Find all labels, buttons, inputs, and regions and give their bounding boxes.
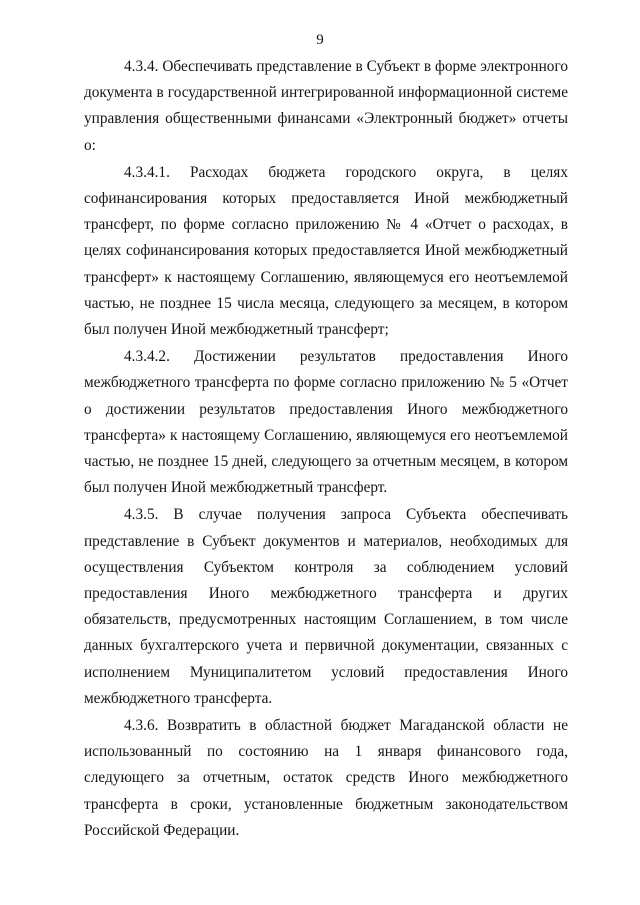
paragraph-4-3-6: 4.3.6. Возвратить в областной бюджет Магаданской области не использованный по состоянию на 1 января финансового года, следующего за отчетным, остаток средств Иного межбюджетного трансферта в сроки, установленные бюджетным законодательством Российской Федерации. [84, 717, 568, 839]
paragraph-4-3-4-2: 4.3.4.2. Достижении результатов предоставления Иного межбюджетного трансферта по форме согласно приложению № 5 «Отчет о достижении результатов предоставления Иного межбюджетного трансферта» к настоящему Соглашению, являющемуся его неотъемлемой частью, не позднее 15 дней, следующего за отчетным месяцем, в котором был получен Иной межбюджетный трансферт. [84, 348, 568, 497]
page-number: 9 [316, 32, 324, 48]
paragraph-4-3-4: 4.3.4. Обеспечивать представление в Субъект в форме электронного документа в государственной интегрированной информационной системе управления общественными финансами «Электронный бюджет» отчеты о: [84, 58, 568, 154]
document-body [84, 54, 568, 844]
paragraph-4-3-5: 4.3.5. В случае получения запроса Субъекта обеспечивать представление в Субъект документов и материалов, необходимых для осуществления Субъектом контроля за соблюдением условий предоставления Иного межбюджетного трансферта и других обязательств, предусмотренных настоящим Соглашением, в том числе данных бухгалтерского учета и первичной документации, связанных с исполнением Муниципалитетом условий предоставления Иного межбюджетного трансферта. [84, 506, 568, 707]
paragraph-4-3-4-1: 4.3.4.1. Расходах бюджета городского округа, в целях софинансирования которых предоставляется Иной межбюджетный трансферт, по форме согласно приложению № 4 «Отчет о расходах, в целях софинансирования которых предоставляется Иной межбюджетный трансферт» к настоящему Соглашению, являющемуся его неотъемлемой частью, не позднее 15 числа месяца, следующего за месяцем, в котором был получен Иной межбюджетный трансферт; [84, 163, 568, 339]
